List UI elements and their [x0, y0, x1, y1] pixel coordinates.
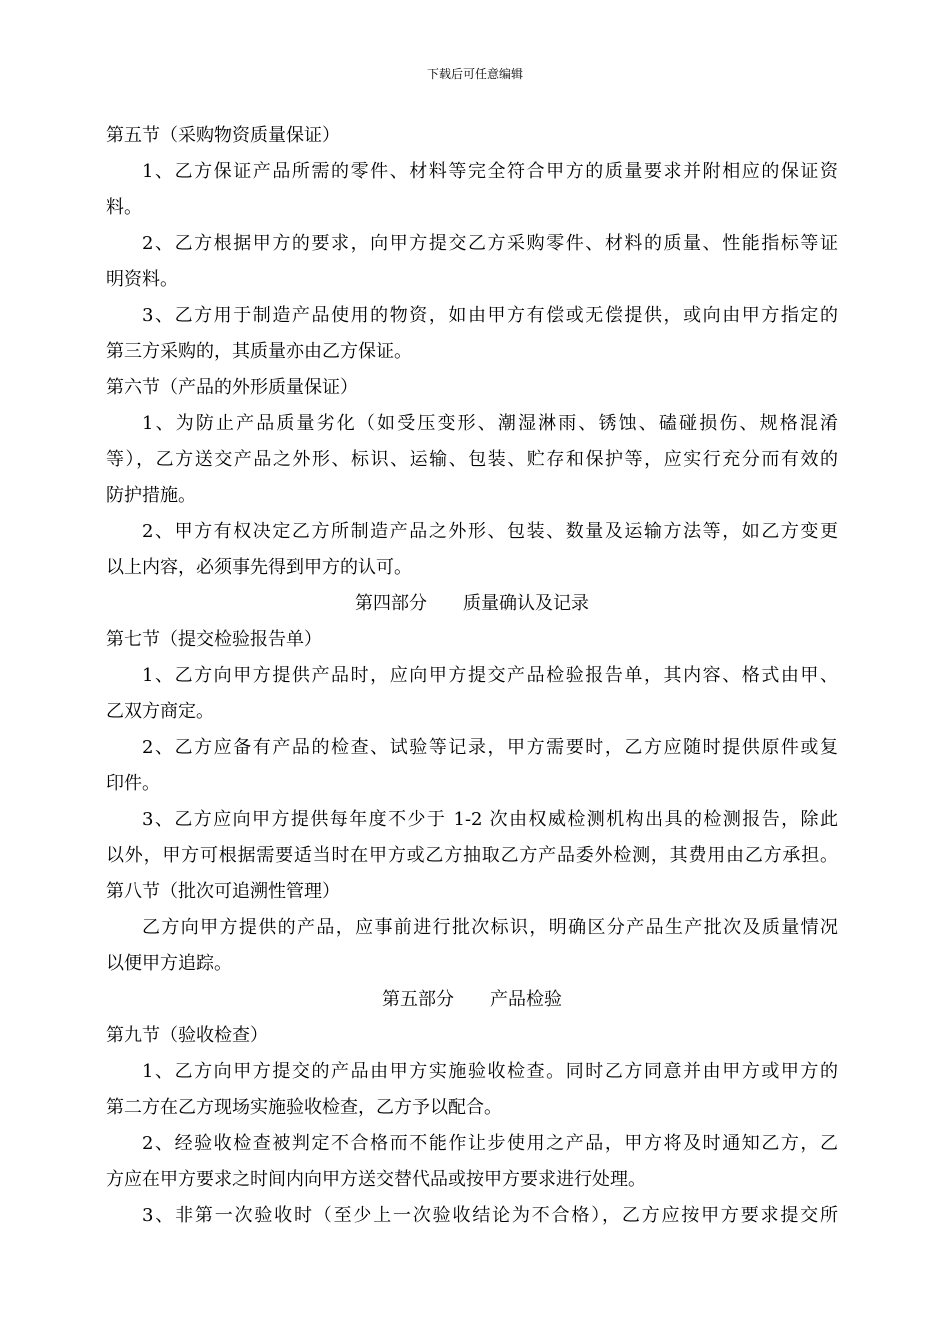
section-8-title: 第八节（批次可追溯性管理）: [106, 881, 340, 902]
part-5-name: 产品检验: [490, 989, 562, 1010]
section-9-item-1-line-2: 第二方在乙方现场实施验收检查，乙方予以配合。: [106, 1097, 502, 1118]
part-4-heading: [106, 586, 838, 622]
section-5-item-3-line-2: 第三方采购的，其质量亦由乙方保证。: [106, 341, 412, 362]
section-7-item-1-line-2: 乙双方商定。: [106, 701, 214, 722]
section-9-item-2-line-1: 2、经验收检查被判定不合格而不能作让步使用之产品，甲方将及时通知乙方，乙: [142, 1133, 838, 1154]
section-6-title: 第六节（产品的外形质量保证）: [106, 377, 358, 398]
document-body: [106, 118, 838, 1234]
section-6-item-1-line-2: 等），乙方送交产品之外形、标识、运输、包装、贮存和保护等，应实行充分而有效的: [106, 449, 838, 470]
section-8-para-line-1: 乙方向甲方提供的产品，应事前进行批次标识，明确区分产品生产批次及质量情况: [142, 917, 838, 938]
section-5-item-3-line-1: 3、乙方用于制造产品使用的物资，如由甲方有偿或无偿提供，或向由甲方指定的: [142, 305, 838, 326]
section-6-item-2-line-1: 2、甲方有权决定乙方所制造产品之外形、包装、数量及运输方法等，如乙方变更: [142, 521, 838, 542]
section-6-item-1-line-3: 防护措施。: [106, 485, 196, 506]
section-5-item-2-line-2: 明资料。: [106, 269, 178, 290]
section-7-item-2-line-1: 2、乙方应备有产品的检查、试验等记录，甲方需要时，乙方应随时提供原件或复: [142, 737, 838, 758]
section-7-item-1-line-1: 1、乙方向甲方提供产品时，应向甲方提交产品检验报告单，其内容、格式由甲、: [142, 665, 838, 686]
section-9-item-1-line-1: 1、乙方向甲方提交的产品由甲方实施验收检查。同时乙方同意并由甲方或甲方的: [142, 1061, 838, 1082]
part-5-number: 第五部分: [382, 989, 454, 1010]
header-note: 下载后可任意编辑: [426, 67, 523, 81]
section-6-item-2-line-2: 以上内容，必须事先得到甲方的认可。: [106, 557, 412, 578]
section-9-item-3-line-1: 3、非第一次验收时（至少上一次验收结论为不合格），乙方应按甲方要求提交所: [142, 1205, 838, 1226]
section-5-item-2-line-1: 2、乙方根据甲方的要求，向甲方提交乙方采购零件、材料的质量、性能指标等证: [142, 233, 838, 254]
section-7-item-2-line-2: 印件。: [106, 773, 160, 794]
section-6-item-1-line-1: 1、为防止产品质量劣化（如受压变形、潮湿淋雨、锈蚀、磕碰损伤、规格混淆: [142, 413, 838, 434]
section-7-item-3-line-2: 以外，甲方可根据需要适当时在甲方或乙方抽取乙方产品委外检测，其费用由乙方承担。: [106, 845, 838, 866]
section-9-title: 第九节（验收检查）: [106, 1025, 268, 1046]
part-4-number: 第四部分: [355, 593, 427, 614]
section-5-item-1-line-1: 1、乙方保证产品所需的零件、材料等完全符合甲方的质量要求并附相应的保证资: [142, 161, 838, 182]
section-7-item-3-line-1: 3、乙方应向甲方提供每年度不少于 1-2 次由权威检测机构出具的检测报告，除此: [142, 809, 838, 830]
section-5-item-1-line-2: 料。: [106, 197, 142, 218]
section-5-title: 第五节（采购物资质量保证）: [106, 125, 340, 146]
part-5-heading: [106, 982, 838, 1018]
section-9-item-2-line-2: 方应在甲方要求之时间内向甲方送交替代品或按甲方要求进行处理。: [106, 1169, 646, 1190]
section-7-title: 第七节（提交检验报告单）: [106, 629, 322, 650]
part-4-name: 质量确认及记录: [463, 593, 589, 614]
section-8-para-line-2: 以便甲方追踪。: [106, 953, 232, 974]
